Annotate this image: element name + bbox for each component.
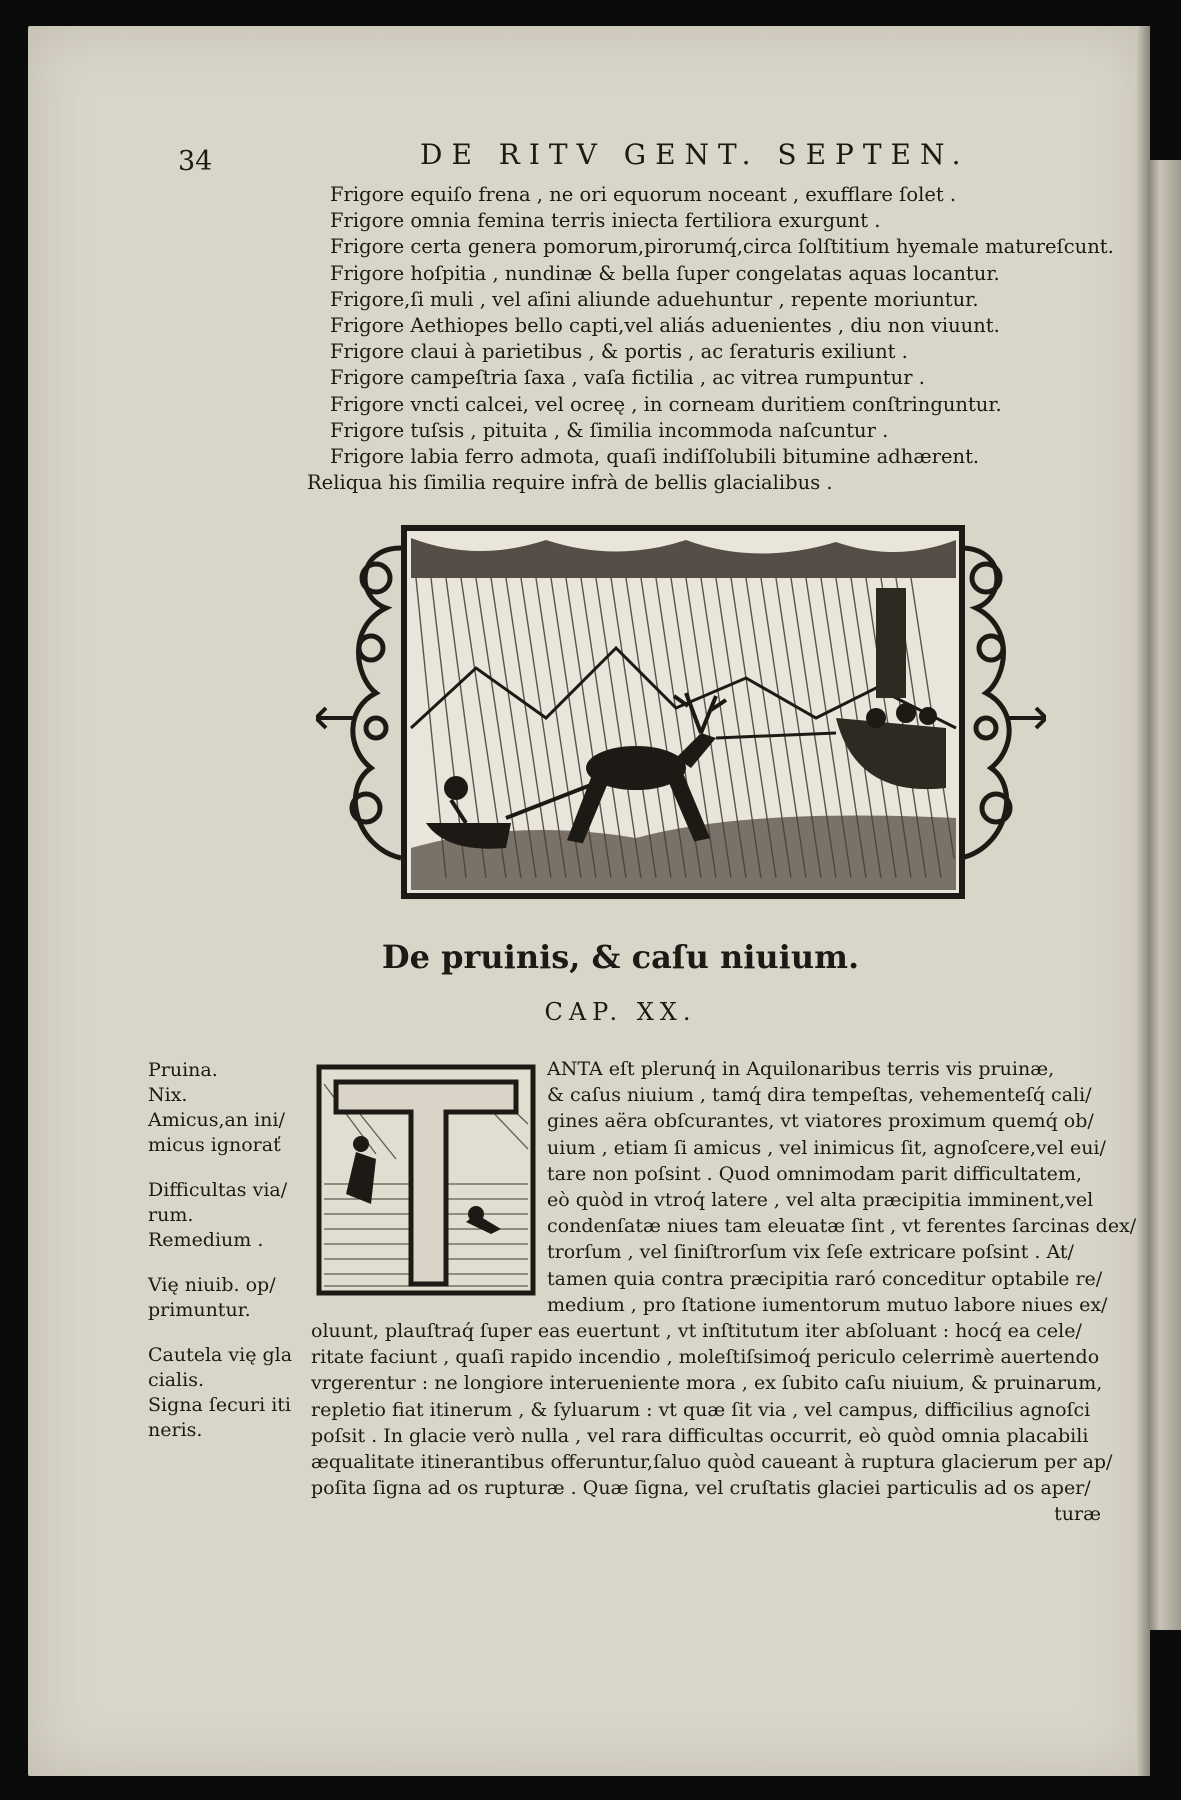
chapter-body-text	[311, 1056, 1137, 1528]
body-line: oluunt, plauſtraq́ ſuper eas euertunt , vt inſtitutum iter abſoluant : hocq́ ea cele/	[311, 1320, 1082, 1343]
text-line: Frigore claui à parietibus , & portis , ac ſeraturis exiliunt .	[330, 340, 908, 364]
text-line: Frigore labia ferro admota, quaſi indiſſolubili bitumine adhærent.	[330, 445, 980, 469]
body-line: vrgerentur : ne longiore interueniente mora , ex ſubito caſu niuium, & pruinarum,	[311, 1372, 1103, 1395]
page-number: 34	[178, 146, 213, 177]
body-line: ritate faciunt , quaſi rapido incendio , moleſtiſsimoq́ periculo celerrimè auertendo	[311, 1346, 1100, 1369]
woodcut-illustration	[316, 518, 1046, 908]
body-line: turæ	[1054, 1503, 1101, 1526]
top-text-block	[307, 182, 1114, 496]
body-line: eò quòd in vtroq́ latere , vel alta præcipitia imminent,vel	[547, 1189, 1094, 1212]
margin-note: neris.	[148, 1419, 203, 1441]
margin-note: Pruina.	[148, 1059, 218, 1081]
left-ornament	[316, 548, 401, 858]
text-line: Frigore Aethiopes bello capti,vel aliás aduenientes , diu non viuunt.	[330, 314, 1000, 338]
chapter-title: De pruinis, & caſu niuium.	[381, 938, 860, 976]
page-gutter-shadow	[1136, 26, 1150, 1776]
body-line: tare non poſsint . Quod omnimodam parit difficultatem,	[547, 1162, 1082, 1185]
margin-note: Vię niuib. op/	[148, 1274, 276, 1296]
body-line: poſita ſigna ad os rupturæ . Quæ ſigna, vel cruſtatis glaciei particulis ad os aper/	[311, 1477, 1091, 1500]
text-line: Frigore omnia femina terris iniecta fertiliora exurgunt .	[330, 209, 881, 233]
margin-note: cialis.	[148, 1369, 204, 1391]
text-line: Frigore tuſsis , pituita , & ſimilia incommoda naſcuntur .	[330, 418, 889, 442]
body-line: & caſus niuium , tamq́ dira tempeſtas, vehementeſq́ cali/	[547, 1084, 1092, 1107]
margin-note: Signa ſecuri iti	[148, 1394, 292, 1416]
text-line: Frigore campeſtria ſaxa , vaſa fictilia , ac vitrea rumpuntur .	[330, 366, 925, 390]
text-line: Frigore certa genera pomorum,pirorumq́,circa ſolſtitium hyemale matureſcunt.	[330, 235, 1114, 259]
body-line: repletio fiat itinerum , & ſyluarum : vt quæ ſit via , vel campus, difficilius agnoſci	[311, 1398, 1091, 1421]
body-line: medium , pro ſtatione iumentorum mutuo labore niues ex/	[547, 1293, 1108, 1316]
body-line: æqualitate itinerantibus offeruntur,ſaluo quòd caueant à ruptura glacierum per ap/	[311, 1451, 1113, 1474]
text-line: Frigore equiſo frena , ne ori equorum noceant , exufflare ſolet .	[330, 183, 957, 206]
body-line: condenſatæ niues tam eleuatæ ſint , vt ferentes ſarcinas dex/	[547, 1215, 1137, 1238]
body-line: poſsit . In glacie verò nulla , vel rara difficultas occurrit, eò quòd omnia placabili	[311, 1424, 1089, 1447]
running-head: DE RITV GENT. SEPTEN.	[420, 138, 970, 171]
margin-note: Nix.	[148, 1084, 188, 1106]
body-line: tamen quia contra præcipitia raró conceditur optabile re/	[547, 1267, 1103, 1290]
margin-note: Amicus,an ini/	[148, 1109, 285, 1131]
margin-note: rum.	[148, 1204, 194, 1226]
body-line: gines aëra obſcurantes, vt viatores proximum quemq́ ob/	[547, 1110, 1094, 1133]
text-line: Frigore,ſi muli , vel aſini aliunde aduehuntur , repente moriuntur.	[330, 287, 979, 311]
text-line: Reliqua his ſimilia require infrà de bellis glacialibus .	[307, 471, 833, 495]
margin-note: Difficultas via/	[148, 1179, 288, 1201]
margin-note: micus ignorať	[148, 1134, 281, 1156]
text-line: Frigore hoſpitia , nundinæ & bella ſuper congelatas aquas locantur.	[330, 261, 1000, 285]
right-ornament	[961, 548, 1046, 858]
margin-notes	[148, 1058, 298, 1443]
chapter-number: CAP. XX.	[544, 998, 697, 1026]
body-line: trorſum , vel ſiniſtrorſum vix ſeſe extricare poſsint . At/	[547, 1241, 1074, 1264]
margin-note: Remedium .	[148, 1229, 264, 1251]
margin-note: Cautela vię gla	[148, 1344, 293, 1366]
facing-page-edge	[1146, 160, 1181, 1630]
body-line: uium , etiam ſi amicus , vel inimicus ſit, agnoſcere,vel eui/	[547, 1136, 1106, 1159]
margin-note: primuntur.	[148, 1299, 251, 1321]
text-line: Frigore vncti calcei, vel ocreę , in corneam duritiem conſtringuntur.	[330, 392, 1002, 416]
body-line: ANTA eſt plerunq́ in Aquilonaribus terris vis pruinæ,	[547, 1058, 1055, 1080]
